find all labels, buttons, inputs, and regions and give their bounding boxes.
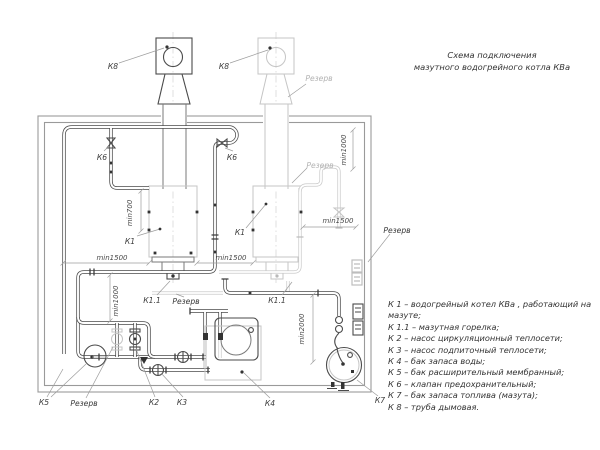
heating-pipes — [64, 127, 237, 370]
label-k4: К4 — [264, 399, 276, 408]
fuel-fitting — [336, 326, 343, 333]
drawing-title — [388, 49, 596, 73]
legend-item: К 6 – клапан предохранительный; — [388, 378, 537, 389]
control-panels — [352, 260, 363, 335]
legend-item: К 1 – водогрейный котел КВа , работающий на мазуте; — [388, 299, 592, 321]
label-reserve-panel: Резерв — [383, 226, 411, 235]
boiler-body — [253, 186, 301, 257]
dim-min1500-left: min1500 — [96, 254, 128, 262]
legend-item: К 4 – бак запаса воды; — [388, 356, 486, 367]
dim-min1000-right: min1000 — [340, 134, 348, 166]
label-k6-main: К6 — [96, 153, 108, 162]
reserve-pipes — [152, 167, 344, 368]
chimney-cowl-box — [156, 38, 192, 74]
legend-item: К 1.1 – мазутная горелка; — [388, 321, 500, 332]
legend-item: К 3 – насос подпиточный теплосети; — [388, 344, 547, 355]
control-panel-duty — [353, 304, 363, 335]
fill-valve-icon — [218, 333, 223, 340]
label-k3: К3 — [176, 398, 188, 407]
label-reserve-chimney: Резерв — [305, 74, 333, 83]
label-k8-reserve: К8 — [218, 62, 230, 71]
label-k1-reserve: К1 — [234, 228, 246, 237]
label-k1-main: К1 — [124, 237, 136, 246]
chimney-main — [156, 38, 192, 189]
label-k11-reserve: К1.1 — [268, 296, 286, 305]
legend-item: К 8 – труба дымовая. — [388, 401, 480, 412]
legend-item: К 5 – бак расширительный мембранный; — [388, 367, 565, 378]
circulation-pump-duty — [130, 329, 141, 350]
title-line-2: мазутного водогрейного котла КВа — [413, 62, 571, 72]
label-k5: К5 — [38, 398, 50, 407]
label-k11-main: К1.1 — [143, 296, 161, 305]
chimney-reserve — [258, 38, 294, 189]
fill-valve-icon — [203, 333, 208, 340]
label-k8-main: К8 — [107, 62, 119, 71]
control-panel-reserve — [352, 260, 362, 285]
dim-min2000: min2000 — [298, 313, 306, 345]
label-k2: К2 — [148, 398, 160, 407]
label-k7: К7 — [374, 396, 386, 405]
dim-min700: min700 — [126, 199, 134, 227]
feed-pump — [153, 352, 189, 376]
fuel-tank — [327, 317, 362, 391]
water-tank — [203, 318, 261, 380]
fuel-hose — [335, 333, 339, 349]
legend-item: К 2 – насос циркуляционный теплосети; — [388, 333, 563, 344]
dim-min1000-left: min1000 — [112, 285, 120, 317]
label-reserve-line: Резерв — [306, 161, 334, 170]
label-k6-reserve: К6 — [226, 153, 238, 162]
dim-min1500-right: min1500 — [322, 217, 354, 225]
boiler-reserve — [253, 186, 301, 279]
legend — [388, 299, 594, 413]
fuel-fitting — [336, 317, 343, 324]
label-reserve-pump: Резерв — [70, 399, 98, 408]
legend-item: К 7 – бак запаса топлива (мазута); — [388, 390, 538, 401]
title-line-1: Схема подключения — [447, 50, 537, 60]
label-reserve-fuel: Резерв — [172, 297, 200, 306]
dim-min1500-mid: min1500 — [215, 254, 247, 262]
